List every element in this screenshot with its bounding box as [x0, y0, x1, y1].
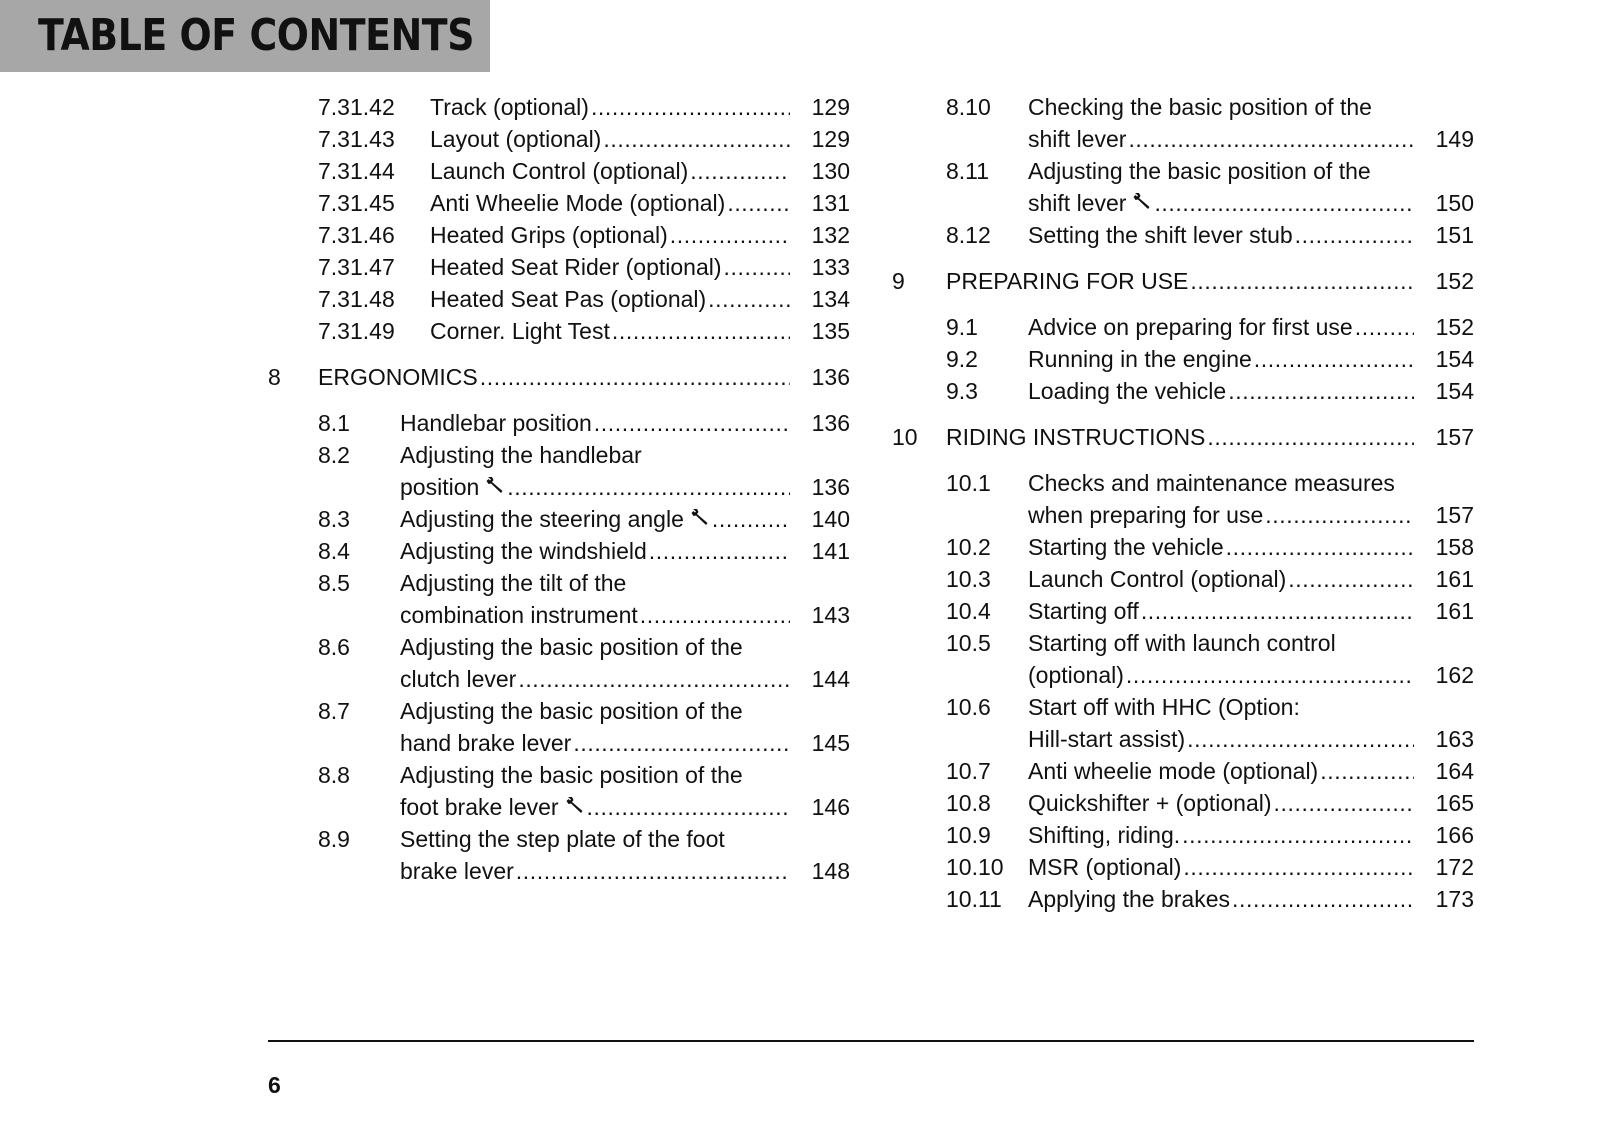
- toc-entry-page: 134: [811, 286, 850, 312]
- toc-entry-number: 10.6: [946, 694, 991, 720]
- toc-entry[interactable]: [892, 691, 1474, 755]
- dot-leader: [727, 187, 790, 219]
- dot-leader: [1126, 659, 1414, 691]
- dot-leader: [690, 155, 790, 187]
- toc-entry-page: 140: [811, 506, 850, 532]
- dot-leader: [1232, 883, 1414, 915]
- toc-entry-page: 141: [811, 538, 850, 564]
- toc-entry-number: 9.3: [946, 378, 978, 404]
- toc-entry[interactable]: [892, 91, 1474, 155]
- toc-entry-title: Launch Control (optional): [1028, 566, 1287, 592]
- page-title: TABLE OF CONTENTS: [38, 10, 475, 61]
- toc-entry[interactable]: [892, 311, 1474, 343]
- toc-entry-title: Adjusting the basic position of the: [1028, 158, 1371, 184]
- dot-leader: [1288, 563, 1414, 595]
- toc-entry[interactable]: [268, 631, 850, 695]
- toc-entry-number: 8: [268, 364, 281, 390]
- toc-entry-number: 7.31.42: [318, 94, 395, 120]
- toc-entry-page: 131: [811, 190, 850, 216]
- toc-entry-number: 7.31.49: [318, 318, 395, 344]
- toc-entry-title: Heated Seat Pas (optional): [430, 286, 707, 312]
- toc-entry-title: Launch Control (optional): [430, 158, 689, 184]
- toc-entry-title: Checking the basic position of the: [1028, 94, 1372, 120]
- toc-entry-page: 150: [1435, 190, 1474, 216]
- dot-leader: [724, 251, 791, 283]
- toc-entry-number: 10.4: [946, 598, 991, 624]
- dot-leader: [1207, 421, 1414, 453]
- dot-leader: [1183, 851, 1414, 883]
- toc-entry-number: 8.4: [318, 538, 350, 564]
- toc-entry[interactable]: [268, 823, 850, 887]
- toc-entry[interactable]: [268, 251, 850, 283]
- dot-leader: [573, 727, 790, 759]
- toc-entry[interactable]: [892, 787, 1474, 819]
- toc-entry[interactable]: [892, 819, 1474, 851]
- toc-entry-title: Hill-start assist): [1028, 726, 1186, 752]
- toc-entry-page: 172: [1435, 854, 1474, 880]
- toc-entry-title: Adjusting the windshield: [400, 538, 647, 564]
- toc-entry-title: Starting the vehicle: [1028, 534, 1224, 560]
- toc-entry[interactable]: [892, 155, 1474, 219]
- toc-entry-title: Adjusting the handlebar: [400, 442, 642, 468]
- toc-entry-title: Shifting, riding.: [1028, 822, 1181, 848]
- dot-leader: [712, 503, 790, 535]
- toc-entry-number: 8.2: [318, 442, 350, 468]
- dot-leader: [670, 219, 790, 251]
- toc-entry-title: hand brake lever: [400, 730, 572, 756]
- toc-entry[interactable]: [892, 595, 1474, 627]
- toc-entry-page: 143: [811, 602, 850, 628]
- toc-entry[interactable]: [892, 851, 1474, 883]
- toc-entry-number: 7.31.43: [318, 126, 395, 152]
- toc-entry-page: 129: [811, 126, 850, 152]
- toc-entry-title: Start off with HHC (Option:: [1028, 694, 1300, 720]
- toc-entry-title: Applying the brakes: [1028, 886, 1231, 912]
- toc-entry-page: 165: [1435, 790, 1474, 816]
- toc-entry-page: 154: [1435, 346, 1474, 372]
- toc-entry[interactable]: [268, 315, 850, 347]
- toc-entry[interactable]: [892, 563, 1474, 595]
- toc-entry-page: 152: [1435, 314, 1474, 340]
- toc-entry-number: 9: [892, 268, 905, 294]
- dot-leader: [708, 283, 790, 315]
- toc-entry-title: Quickshifter + (optional): [1028, 790, 1272, 816]
- dot-leader: [640, 599, 790, 631]
- toc-entry-page: 166: [1435, 822, 1474, 848]
- toc-entry-title: clutch lever: [400, 666, 517, 692]
- toc-entry-number: 10.11: [946, 886, 1002, 912]
- toc-entry-page: 173: [1435, 886, 1474, 912]
- toc-entry-number: 7.31.46: [318, 222, 395, 248]
- toc-entry-page: 151: [1435, 222, 1474, 248]
- toc-entry[interactable]: [892, 265, 1474, 297]
- toc-entry-number: 7.31.44: [318, 158, 395, 184]
- toc-entry-title: Running in the engine: [1028, 346, 1252, 372]
- toc-entry-title: when preparing for use: [1028, 502, 1264, 528]
- toc-entry[interactable]: [268, 535, 850, 567]
- toc-entry-number: 8.5: [318, 570, 350, 596]
- toc-entry[interactable]: [268, 439, 850, 503]
- toc-entry-page: 146: [811, 794, 850, 820]
- toc-entry-title: Checks and maintenance measures: [1028, 470, 1395, 496]
- toc-entry-title: brake lever: [400, 858, 514, 884]
- toc-entry-title: Adjusting the tilt of the: [400, 570, 627, 596]
- toc-entry-page: 152: [1435, 268, 1474, 294]
- toc-entry-title: Advice on preparing for first use: [1028, 314, 1353, 340]
- dot-leader: [603, 123, 790, 155]
- toc-entry-title: RIDING INSTRUCTIONS: [946, 424, 1206, 450]
- toc-entry-title: ERGONOMICS: [318, 364, 478, 390]
- toc-entry-number: 8.12: [946, 222, 991, 248]
- toc-entry[interactable]: [892, 627, 1474, 691]
- toc-entry-title: Track (optional): [430, 94, 589, 120]
- toc-entry-number: 10.8: [946, 790, 991, 816]
- dot-leader: [1254, 343, 1414, 375]
- toc-entry-title: Anti Wheelie Mode (optional): [430, 190, 726, 216]
- toc-entry-page: 135: [811, 318, 850, 344]
- toc-entry-title: Handlebar position: [400, 410, 592, 436]
- toc-entry[interactable]: [268, 361, 850, 393]
- toc-entry[interactable]: [268, 759, 850, 823]
- dot-leader: [1128, 123, 1414, 155]
- toc-entry-page: 129: [811, 94, 850, 120]
- dot-leader: [1226, 531, 1414, 563]
- toc-entry-number: 10.10: [946, 854, 1004, 880]
- toc-entry-title: Setting the step plate of the foot: [400, 826, 725, 852]
- toc-entry-page: 145: [811, 730, 850, 756]
- toc-entry-title: Loading the vehicle: [1028, 378, 1227, 404]
- wrench-icon: [690, 503, 710, 535]
- toc-entry-title: shift lever: [1028, 190, 1127, 216]
- toc-entry-number: 8.9: [318, 826, 350, 852]
- toc-entry-title: shift lever: [1028, 126, 1127, 152]
- toc-entry-page: 148: [811, 858, 850, 884]
- toc-entry-page: 130: [811, 158, 850, 184]
- toc-entry-title: (optional): [1028, 662, 1124, 688]
- toc-entry-title: PREPARING FOR USE: [946, 268, 1189, 294]
- toc-entry[interactable]: [268, 187, 850, 219]
- toc-entry-number: 10.7: [946, 758, 991, 784]
- toc-entry[interactable]: [268, 695, 850, 759]
- toc-entry-title: position: [400, 474, 480, 500]
- toc-entry-page: 144: [811, 666, 850, 692]
- dot-leader: [612, 315, 790, 347]
- toc-entry-page: 161: [1435, 566, 1474, 592]
- toc-entry-page: 161: [1435, 598, 1474, 624]
- toc-entry-number: 8.1: [318, 410, 350, 436]
- dot-leader: [1320, 755, 1414, 787]
- dot-leader: [480, 361, 790, 393]
- dot-leader: [1228, 375, 1414, 407]
- toc-entry-number: 8.8: [318, 762, 350, 788]
- wrench-icon: [565, 791, 585, 823]
- toc-entry[interactable]: [268, 123, 850, 155]
- dot-leader: [1274, 787, 1414, 819]
- toc-entry-page: 132: [811, 222, 850, 248]
- toc-entry-number: 8.10: [946, 94, 991, 120]
- toc-entry-title: Adjusting the basic position of the: [400, 762, 743, 788]
- toc-entry-number: 7.31.47: [318, 254, 395, 280]
- toc-entry-page: 162: [1435, 662, 1474, 688]
- toc-entry-title: Adjusting the steering angle: [400, 506, 684, 532]
- toc-entry[interactable]: [892, 883, 1474, 915]
- toc-entry-page: 164: [1435, 758, 1474, 784]
- toc-entry-title: Setting the shift lever stub: [1028, 222, 1293, 248]
- toc-entry-number: 10: [892, 424, 918, 450]
- dot-leader: [1182, 819, 1414, 851]
- toc-entry-page: 157: [1435, 424, 1474, 450]
- toc-entry-number: 8.11: [946, 158, 990, 184]
- toc-entry-number: 9.2: [946, 346, 978, 372]
- toc-entry-number: 8.6: [318, 634, 350, 660]
- toc-entry-title: Adjusting the basic position of the: [400, 634, 743, 660]
- dot-leader: [591, 91, 790, 123]
- dot-leader: [1190, 265, 1414, 297]
- toc-entry-page: 136: [811, 474, 850, 500]
- toc-entry-title: Anti wheelie mode (optional): [1028, 758, 1319, 784]
- toc-entry-number: 8.3: [318, 506, 350, 532]
- toc-entry-title: Corner. Light Test: [430, 318, 610, 344]
- dot-leader: [1187, 723, 1414, 755]
- toc-entry[interactable]: [268, 567, 850, 631]
- dot-leader: [594, 407, 790, 439]
- toc-entry-number: 10.9: [946, 822, 991, 848]
- dot-leader: [507, 471, 790, 503]
- toc-entry-number: 10.1: [946, 470, 991, 496]
- toc-entry[interactable]: [892, 219, 1474, 251]
- dot-leader: [518, 663, 790, 695]
- toc-entry-page: 133: [811, 254, 850, 280]
- dot-leader: [1141, 595, 1414, 627]
- toc-entry[interactable]: [268, 283, 850, 315]
- toc-entry[interactable]: [892, 531, 1474, 563]
- toc-entry-title: Adjusting the basic position of the: [400, 698, 743, 724]
- dot-leader: [1265, 499, 1414, 531]
- toc-entry[interactable]: [268, 91, 850, 123]
- toc-entry-number: 8.7: [318, 698, 350, 724]
- toc-entry-title: Layout (optional): [430, 126, 602, 152]
- dot-leader: [649, 535, 790, 567]
- toc-entry-title: Heated Grips (optional): [430, 222, 668, 248]
- toc-entry-number: 7.31.45: [318, 190, 395, 216]
- toc-entry[interactable]: [892, 755, 1474, 787]
- toc-entry[interactable]: [268, 407, 850, 439]
- wrench-icon: [485, 471, 505, 503]
- toc-entry-page: 136: [811, 410, 850, 436]
- toc-entry-page: 163: [1435, 726, 1474, 752]
- dot-leader: [1295, 219, 1414, 251]
- footer-divider: [268, 1040, 1474, 1042]
- toc-entry-number: 10.2: [946, 534, 991, 560]
- toc-entry-page: 157: [1435, 502, 1474, 528]
- toc-entry-title: foot brake lever: [400, 794, 559, 820]
- toc-entry-title: Starting off: [1028, 598, 1139, 624]
- toc-entry-number: 10.3: [946, 566, 991, 592]
- toc-entry-number: 9.1: [946, 314, 978, 340]
- toc-entry[interactable]: [892, 467, 1474, 531]
- dot-leader: [1355, 311, 1414, 343]
- toc-column-left: [268, 91, 850, 887]
- toc-entry[interactable]: [892, 343, 1474, 375]
- toc-entry-number: 7.31.48: [318, 286, 395, 312]
- section-header-bar: [0, 0, 490, 72]
- toc-entry[interactable]: [268, 503, 850, 535]
- dot-leader: [516, 855, 790, 887]
- toc-entry[interactable]: [268, 155, 850, 187]
- toc-entry[interactable]: [892, 421, 1474, 453]
- toc-entry-page: 149: [1435, 126, 1474, 152]
- toc-entry-page: 154: [1435, 378, 1474, 404]
- toc-entry-title: Heated Seat Rider (optional): [430, 254, 722, 280]
- toc-entry-page: 158: [1435, 534, 1474, 560]
- toc-column-right: [892, 91, 1474, 915]
- toc-entry-title: combination instrument: [400, 602, 638, 628]
- wrench-icon: [1132, 187, 1152, 219]
- dot-leader: [1154, 187, 1414, 219]
- toc-entry[interactable]: [268, 219, 850, 251]
- toc-entry-page: 136: [811, 364, 850, 390]
- toc-entry-title: MSR (optional): [1028, 854, 1182, 880]
- toc-entry-number: 10.5: [946, 630, 991, 656]
- toc-entry[interactable]: [892, 375, 1474, 407]
- toc-entry-title: Starting off with launch control: [1028, 630, 1336, 656]
- page-number: 6: [268, 1072, 281, 1098]
- dot-leader: [587, 791, 790, 823]
